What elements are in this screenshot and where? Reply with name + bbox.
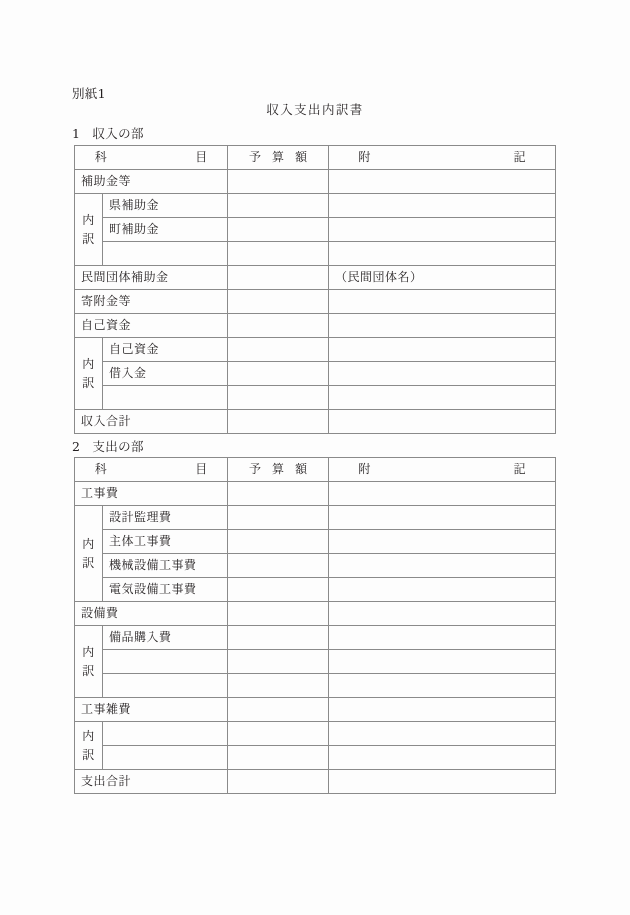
remarks-cell[interactable] [329,314,556,338]
breakdown-item-cell[interactable]: 借入金 [103,362,228,386]
budget-amount-cell[interactable] [228,386,329,410]
breakdown-item-cell[interactable] [103,746,228,770]
breakdown-row [75,530,556,554]
total-label-cell[interactable]: 支出合計 [75,770,228,794]
remarks-cell[interactable] [329,722,556,746]
breakdown-row [75,554,556,578]
remarks-cell[interactable] [329,506,556,530]
budget-amount-cell[interactable] [228,314,329,338]
table-header-row [75,458,556,482]
breakdown-label: 内 訳 [75,626,103,698]
table-header-row [75,146,556,170]
budget-amount-cell[interactable] [228,506,329,530]
breakdown-label: 内 訳 [75,194,103,266]
remarks-cell[interactable] [329,626,556,650]
section-number: 2 [72,439,81,454]
budget-amount-cell[interactable] [228,674,329,698]
main-row [75,602,556,626]
main-item-cell[interactable]: 工事費 [75,482,228,506]
budget-amount-cell[interactable] [228,482,329,506]
section-heading-expenditure [72,437,144,455]
breakdown-row [75,746,556,770]
breakdown-label: 内 訳 [75,722,103,770]
breakdown-item-cell[interactable]: 備品購入費 [103,626,228,650]
remarks-cell[interactable] [329,530,556,554]
main-row [75,170,556,194]
main-row [75,314,556,338]
remarks-cell[interactable] [329,290,556,314]
budget-amount-cell[interactable] [228,170,329,194]
main-row [75,290,556,314]
remarks-cell[interactable] [329,770,556,794]
budget-amount-cell[interactable] [228,626,329,650]
attachment-label: 別紙1 [72,86,106,101]
total-label-cell[interactable]: 収入合計 [75,410,228,434]
main-item-cell[interactable]: 設備費 [75,602,228,626]
remarks-cell[interactable] [329,554,556,578]
breakdown-item-cell[interactable] [103,722,228,746]
budget-amount-cell[interactable] [228,530,329,554]
breakdown-item-cell[interactable]: 主体工事費 [103,530,228,554]
breakdown-item-cell[interactable] [103,386,228,410]
income-table [74,145,556,434]
budget-amount-cell[interactable] [228,554,329,578]
breakdown-row [75,194,556,218]
remarks-cell[interactable] [329,482,556,506]
breakdown-item-cell[interactable] [103,242,228,266]
budget-amount-cell[interactable] [228,578,329,602]
budget-amount-cell[interactable] [228,338,329,362]
remarks-cell[interactable] [329,362,556,386]
breakdown-label: 内 訳 [75,506,103,602]
main-row [75,482,556,506]
remarks-cell[interactable] [329,410,556,434]
breakdown-row [75,386,556,410]
budget-amount-cell[interactable] [228,746,329,770]
remarks-cell[interactable] [329,242,556,266]
section-name: 収入の部 [92,126,144,141]
total-row [75,410,556,434]
column-header-remarks: 附記 [329,146,556,170]
breakdown-item-cell[interactable] [103,650,228,674]
budget-amount-cell[interactable] [228,410,329,434]
breakdown-row [75,362,556,386]
section-heading-income [72,124,144,142]
breakdown-row [75,722,556,746]
breakdown-item-cell[interactable]: 機械設備工事費 [103,554,228,578]
main-item-cell[interactable]: 寄附金等 [75,290,228,314]
budget-amount-cell[interactable] [228,722,329,746]
remarks-cell[interactable] [329,578,556,602]
section-name: 支出の部 [92,439,144,454]
breakdown-item-cell[interactable]: 県補助金 [103,194,228,218]
main-item-cell[interactable]: 補助金等 [75,170,228,194]
remarks-cell[interactable] [329,386,556,410]
budget-amount-cell[interactable] [228,650,329,674]
budget-amount-cell[interactable] [228,266,329,290]
remarks-cell[interactable] [329,602,556,626]
document-title: 収入支出内訳書 [266,102,364,117]
remarks-cell[interactable]: （民間団体名） [329,266,556,290]
column-header-budget-amount: 予算額 [228,458,329,482]
remarks-cell[interactable] [329,698,556,722]
budget-amount-cell[interactable] [228,770,329,794]
column-header-item: 科目 [75,458,228,482]
breakdown-item-cell[interactable] [103,674,228,698]
expenditure-table [74,457,556,794]
main-item-cell[interactable]: 自己資金 [75,314,228,338]
remarks-cell[interactable] [329,218,556,242]
column-header-remarks: 附記 [329,458,556,482]
budget-amount-cell[interactable] [228,242,329,266]
remarks-cell[interactable] [329,170,556,194]
breakdown-row [75,626,556,650]
breakdown-row [75,650,556,674]
remarks-cell[interactable] [329,338,556,362]
breakdown-row [75,242,556,266]
budget-amount-cell[interactable] [228,602,329,626]
budget-amount-cell[interactable] [228,290,329,314]
breakdown-item-cell[interactable]: 設計監理費 [103,506,228,530]
budget-amount-cell[interactable] [228,362,329,386]
budget-amount-cell[interactable] [228,194,329,218]
budget-amount-cell[interactable] [228,698,329,722]
section-number: 1 [72,126,81,141]
breakdown-item-cell[interactable]: 電気設備工事費 [103,578,228,602]
breakdown-item-cell[interactable]: 町補助金 [103,218,228,242]
main-item-cell[interactable]: 民間団体補助金 [75,266,228,290]
main-row [75,266,556,290]
column-header-budget-amount: 予算額 [228,146,329,170]
budget-amount-cell[interactable] [228,218,329,242]
main-item-cell[interactable]: 工事雑費 [75,698,228,722]
remarks-cell[interactable] [329,194,556,218]
remarks-cell[interactable] [329,746,556,770]
breakdown-row [75,674,556,698]
breakdown-row [75,578,556,602]
total-row [75,770,556,794]
remarks-cell[interactable] [329,650,556,674]
remarks-cell[interactable] [329,674,556,698]
main-row [75,698,556,722]
breakdown-row [75,338,556,362]
breakdown-row [75,218,556,242]
column-header-item: 科目 [75,146,228,170]
breakdown-item-cell[interactable]: 自己資金 [103,338,228,362]
breakdown-label: 内 訳 [75,338,103,410]
breakdown-row [75,506,556,530]
